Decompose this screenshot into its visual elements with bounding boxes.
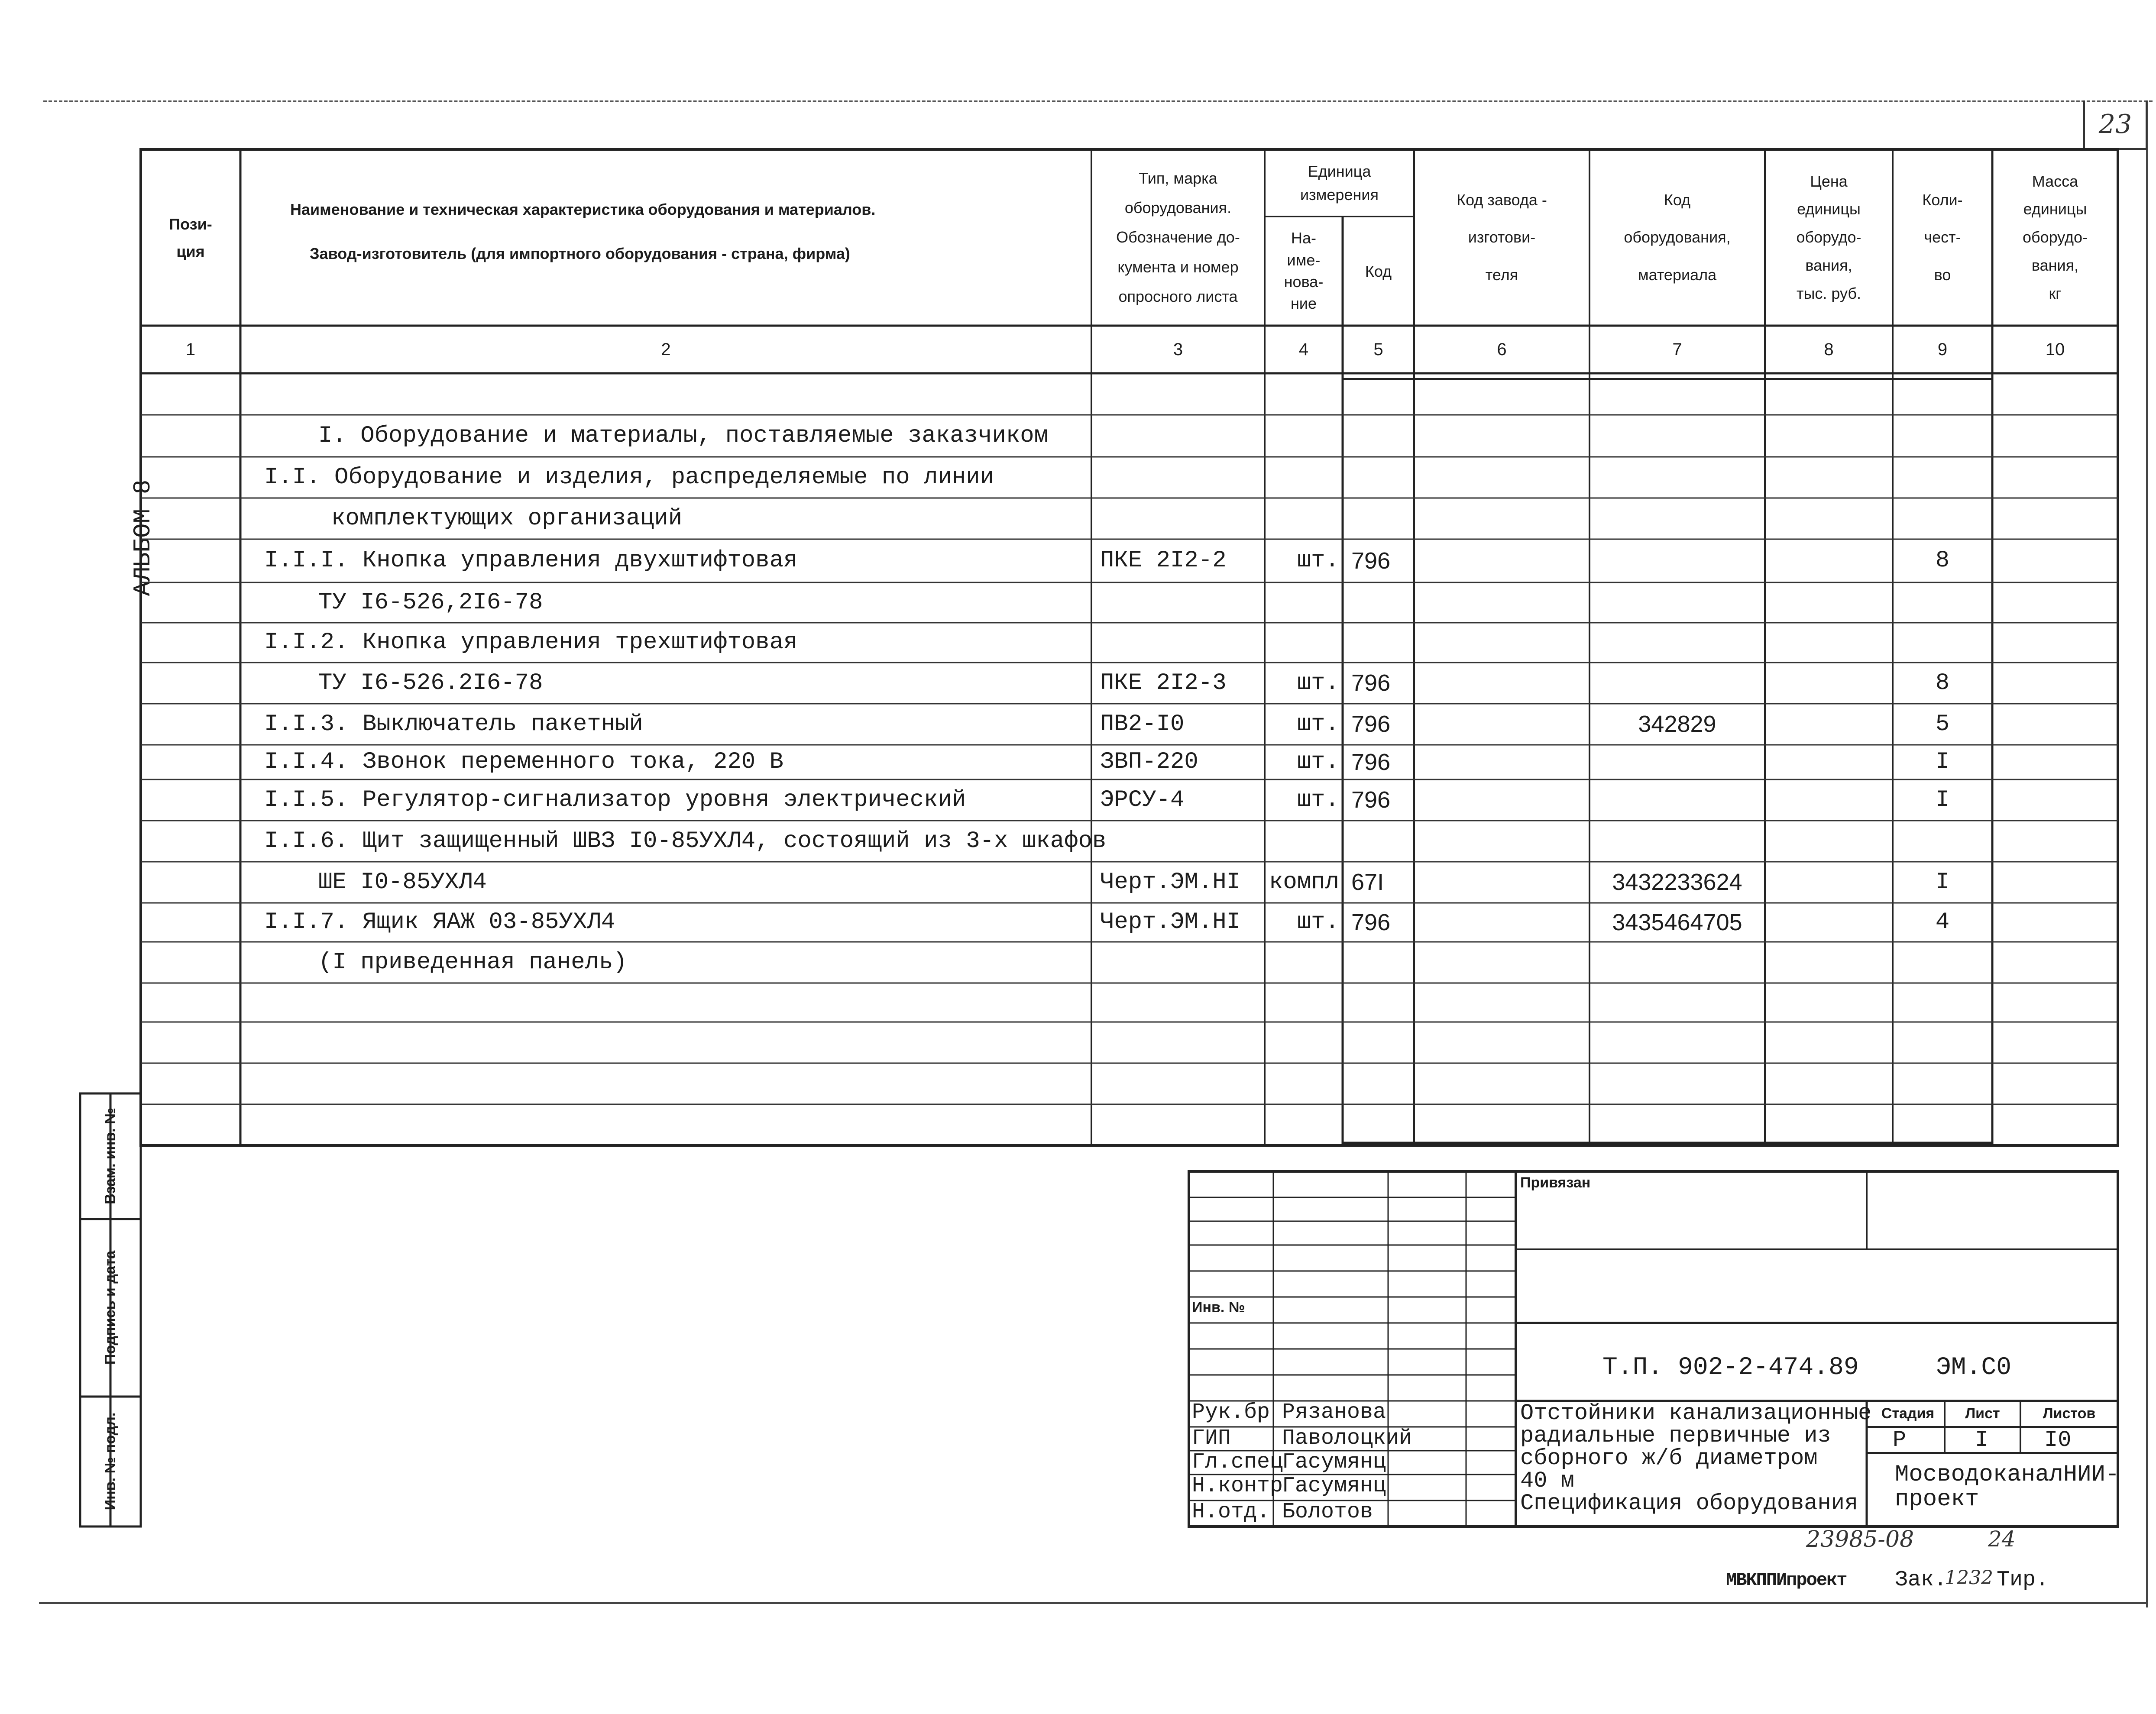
album-label: АЛЬБОМ 8: [129, 479, 157, 596]
row-name: (I приведенная панель): [318, 949, 627, 976]
row-name: I.I.3. Выключатель пакетный: [264, 711, 643, 737]
row-code: 796: [1351, 670, 1391, 696]
col-num-9: 9: [1937, 340, 1948, 359]
row-name: I.I. Оборудование и изделия, распределяемые по линии: [264, 464, 994, 491]
col-9-header: Коли- чест- во: [1922, 191, 1963, 284]
row-code: 67I: [1351, 869, 1384, 895]
col-1-header: Пози- ция: [169, 215, 212, 260]
signature-name: Гасумянц: [1282, 1450, 1386, 1475]
col-num-5: 5: [1373, 340, 1383, 359]
row-quantity: 5: [1935, 711, 1950, 737]
signature-role: Гл.спец: [1192, 1450, 1283, 1475]
col-num-8: 8: [1824, 340, 1834, 359]
row-name: ШЕ I0-85УХЛ4: [318, 869, 487, 896]
row-equipment-code: 3435464705: [1612, 909, 1742, 935]
sheet-label: Лист: [1965, 1405, 2000, 1422]
row-unit: шт.: [1297, 670, 1339, 696]
row-name: I.I.5. Регулятор-сигнализатор уровня электрический: [264, 787, 966, 813]
row-name: I.I.6. Щит защищенный ШВЗ I0-85УХЛ4, состоящий из 3-х шкафов: [264, 828, 1107, 854]
row-code: 796: [1351, 548, 1391, 574]
row-name: ТУ I6-526,2I6-78: [318, 589, 543, 616]
row-type: Черт.ЭМ.HI: [1100, 869, 1241, 896]
signature-name: Болотов: [1282, 1500, 1373, 1524]
stage-label: Стадия: [1881, 1405, 1935, 1422]
col-num-7: 7: [1672, 340, 1682, 359]
row-code: 796: [1351, 787, 1391, 813]
row-quantity: I: [1935, 787, 1950, 813]
row-name: ТУ I6-526.2I6-78: [318, 670, 543, 696]
row-code: 796: [1351, 909, 1391, 935]
signature-role: Рук.бр: [1192, 1400, 1270, 1425]
signature-name: Паволоцкий: [1282, 1426, 1412, 1451]
order-number: 1232: [1945, 1567, 1993, 1589]
document-code: Т.П. 902-2-474.89: [1602, 1354, 1859, 1382]
stage-value: Р: [1893, 1427, 1907, 1453]
signature-role: Н.отд.: [1192, 1500, 1270, 1524]
row-unit: шт.: [1297, 787, 1339, 813]
side-stamp-podpis: Подпись и дата: [102, 1250, 119, 1365]
sheets-label: Листов: [2043, 1405, 2096, 1422]
col-8-header: Цена единицы оборудо- вания, тыс. руб.: [1796, 172, 1861, 302]
row-quantity: 8: [1935, 670, 1950, 696]
document-description: Отстойники канализационные радиальные первичные из сборного ж/б диаметром 40 м Спецификация оборудования: [1520, 1400, 1872, 1516]
col-6-header: Код завода - изготови- теля: [1457, 191, 1547, 284]
row-type: ПКЕ 2I2-3: [1100, 670, 1227, 696]
row-quantity: I: [1935, 749, 1950, 775]
row-code: 796: [1351, 711, 1391, 737]
row-unit: шт.: [1297, 711, 1339, 737]
col-5-header: Код: [1365, 262, 1392, 280]
row-equipment-code: 3432233624: [1612, 869, 1742, 895]
side-stamp-inv-podl: Инв. № подл.: [102, 1412, 119, 1510]
document-mark: ЭМ.С0: [1936, 1354, 2012, 1382]
row-name: I.I.7. Ящик ЯАЖ 03-85УХЛ4: [264, 909, 615, 935]
row-type: ПВ2-I0: [1100, 711, 1185, 737]
row-type: ЭРСУ-4: [1100, 787, 1185, 813]
order-label: Зак.: [1895, 1568, 1947, 1592]
col-2-title: Наименование и техническая характеристика оборудования и материалов.: [290, 201, 876, 218]
row-name: I.I.4. Звонок переменного тока, 220 В: [264, 749, 783, 775]
imprint-org: МВКППИпроект: [1726, 1570, 1847, 1591]
signature-name: Гасумянц: [1282, 1474, 1386, 1498]
col-num-6: 6: [1497, 340, 1507, 359]
row-name: I. Оборудование и материалы, поставляемые заказчиком: [318, 423, 1049, 449]
row-name: I.I.I. Кнопка управления двухштифтовая: [264, 547, 798, 574]
sheet-number: 23: [2098, 109, 2132, 139]
col-10-header: Масса единицы оборудо- вания, кг: [2022, 172, 2088, 302]
col-unit-group-header: Единица измерения: [1300, 162, 1379, 204]
col-7-header: Код оборудования, материала: [1624, 191, 1731, 284]
col-num-1: 1: [185, 340, 196, 359]
col-3-header: Тип, марка оборудования. Обозначение до- кумента и номер опросного листа: [1116, 169, 1240, 306]
side-stamp-vzam: Взам. инв. №: [102, 1107, 119, 1205]
archive-number: 23985-08: [1806, 1526, 1914, 1552]
row-type: ЗВП-220: [1100, 749, 1198, 775]
row-code: 796: [1351, 749, 1391, 775]
col-num-2: 2: [661, 340, 671, 359]
signature-name: Рязанова: [1282, 1400, 1386, 1425]
sheet-value: I: [1975, 1427, 1989, 1453]
col-4-header: На- име- нова- ние: [1284, 229, 1324, 313]
row-unit: компл: [1269, 869, 1339, 896]
col-2-subtitle: Завод-изготовитель (для импортного оборудования - страна, фирма): [310, 245, 850, 262]
signature-role: Н.контр: [1192, 1474, 1283, 1498]
circulation-label: Тир.: [1997, 1568, 2049, 1592]
inv-no-label: Инв. №: [1192, 1299, 1245, 1316]
privyazan-label: Привязан: [1520, 1174, 1591, 1191]
col-num-4: 4: [1298, 340, 1309, 359]
signature-role: ГИП: [1192, 1426, 1231, 1451]
row-equipment-code: 342829: [1638, 711, 1716, 737]
col-num-10: 10: [2045, 340, 2065, 359]
row-type: ПКЕ 2I2-2: [1100, 547, 1227, 574]
col-num-3: 3: [1173, 340, 1183, 359]
row-name: I.I.2. Кнопка управления трехштифтовая: [264, 629, 798, 656]
sheets-value: I0: [2044, 1427, 2072, 1453]
row-quantity: I: [1935, 869, 1950, 896]
row-unit: шт.: [1297, 749, 1339, 775]
row-quantity: 8: [1935, 547, 1950, 574]
row-unit: шт.: [1297, 909, 1339, 935]
row-quantity: 4: [1935, 909, 1950, 935]
row-type: Черт.ЭМ.HI: [1100, 909, 1241, 935]
row-name: комплектующих организаций: [331, 505, 683, 532]
organization-name: МосводоканалНИИ- проект: [1895, 1462, 2120, 1513]
row-unit: шт.: [1297, 547, 1339, 574]
page-handwritten-number: 24: [1988, 1526, 2016, 1552]
